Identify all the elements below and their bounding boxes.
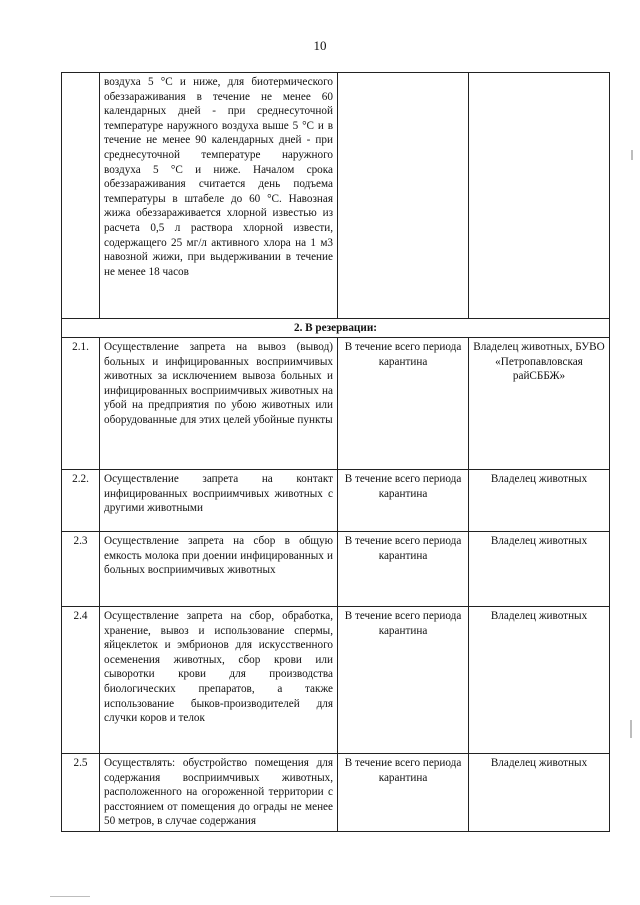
row-number-cell bbox=[62, 73, 100, 319]
term-cell bbox=[338, 73, 469, 319]
action-text: Осуществлять: обустройство помещения для содержания восприимчивых животных, расположенного на огороженной территории с расстоянием от помещения до ограды не менее 50 метров, в случае содержания bbox=[100, 754, 338, 832]
term-text: В течение всего периода карантина bbox=[338, 532, 469, 607]
row-number: 2.2. bbox=[62, 470, 100, 532]
scan-artifact bbox=[50, 896, 90, 897]
responsible-cell bbox=[469, 73, 610, 319]
row-number: 2.4 bbox=[62, 607, 100, 754]
action-text: Осуществление запрета на контакт инфицированных восприимчивых животных с другими животными bbox=[100, 470, 338, 532]
scan-artifact bbox=[631, 150, 633, 160]
term-text: В течение всего периода карантина bbox=[338, 470, 469, 532]
responsible-text: Владелец животных bbox=[469, 754, 610, 832]
row-number: 2.1. bbox=[62, 338, 100, 470]
row-number: 2.3 bbox=[62, 532, 100, 607]
table-row bbox=[62, 338, 610, 470]
responsible-text: Владелец животных, БУВО «Петропавловская райСББЖ» bbox=[469, 338, 610, 470]
table-row bbox=[62, 607, 610, 754]
action-text: Осуществление запрета на сбор в общую емкость молока при доении инфицированных и больных восприимчивых животных bbox=[100, 532, 338, 607]
table-row bbox=[62, 754, 610, 832]
table-row-continuation bbox=[62, 73, 610, 319]
action-text: Осуществление запрета на сбор, обработка, хранение, вывоз и использование спермы, яйцеклеток и эмбрионов для искусственного осеменения животных, сбор крови или сыворотки крови для производства биологических препаратов, а также использование быков-производителей для случки коров и телок bbox=[100, 607, 338, 754]
scan-artifact bbox=[630, 720, 632, 738]
action-cell: воздуха 5 °С и ниже, для биотермического обеззараживания в течение не менее 60 календарных дней - при среднесуточной температуре наружного воздуха выше 5 °С и в течение не менее 90 календарных дней - при среднесуточной температуре наружного воздуха 5 °С и ниже. Началом срока обеззараживания считается день подъема температуры в штабеле до 60 °С. Навозная жижа обеззараживается хлорной известью из расчета 0,5 л раствора хлорной извести, содержащего 25 мг/л активного хлора на 1 м3 навозной жижи, при выдерживании в течение не менее 18 часов bbox=[100, 73, 338, 319]
section-title: 2. В резервации: bbox=[62, 319, 610, 338]
page-number: 10 bbox=[313, 38, 327, 53]
responsible-text: Владелец животных bbox=[469, 532, 610, 607]
table-row bbox=[62, 470, 610, 532]
action-text: Осуществление запрета на вывоз (вывод) больных и инфицированных восприимчивых животных за исключением вывоза больных и инфицированных восприимчивых животных на убой на предприятия по убою животных или оборудованные для этих целей убойные пункты bbox=[100, 338, 338, 470]
row-number: 2.5 bbox=[62, 754, 100, 832]
section-header-row bbox=[62, 319, 610, 338]
term-text: В течение всего периода карантина bbox=[338, 607, 469, 754]
responsible-text: Владелец животных bbox=[469, 607, 610, 754]
responsible-text: Владелец животных bbox=[469, 470, 610, 532]
table-row bbox=[62, 532, 610, 607]
measures-table bbox=[61, 72, 610, 832]
term-text: В течение всего периода карантина bbox=[338, 338, 469, 470]
term-text: В течение всего периода карантина bbox=[338, 754, 469, 832]
